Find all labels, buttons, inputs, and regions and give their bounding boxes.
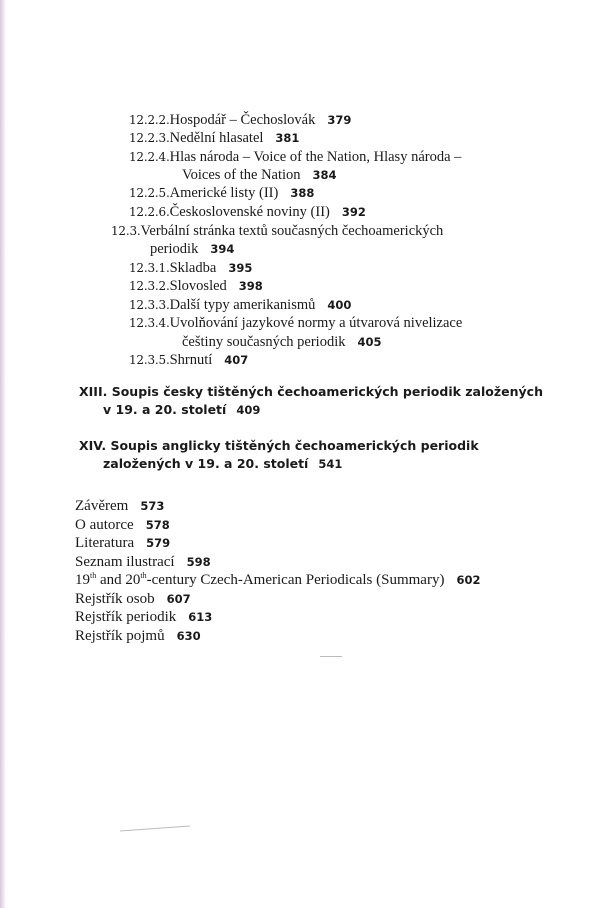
chapter-entry: [79, 436, 479, 456]
chapter-title: Soupis česky tištěných čechoamerických periodik založených: [111, 384, 543, 399]
back-matter-entry: [75, 627, 201, 645]
back-matter-entry: [75, 516, 170, 534]
chapter-title-continued: v 19. a 20. století: [103, 402, 227, 417]
page-number: 579: [146, 536, 171, 550]
page-number: 379: [327, 113, 352, 127]
section-number: 12.2.4.: [129, 150, 170, 164]
back-matter-entry: [75, 590, 191, 608]
toc-entry-continuation: [150, 240, 234, 258]
scan-mark: [120, 826, 190, 832]
section-title: Československé noviny (II): [169, 204, 330, 220]
page-number: 613: [188, 610, 213, 624]
page-number: 392: [341, 205, 366, 219]
back-matter-entry: [75, 534, 170, 552]
section-title: Shrnutí: [169, 352, 213, 368]
page-number: 409: [236, 403, 261, 417]
toc-entry: [129, 296, 351, 314]
section-title-continued: periodik: [150, 241, 199, 257]
back-matter-entry: [75, 608, 212, 626]
page-number: 602: [456, 573, 481, 587]
section-title: Skladba: [169, 260, 217, 276]
page-number: 607: [166, 592, 191, 606]
scan-mark: [320, 656, 342, 657]
toc-entry: [129, 259, 252, 277]
section-title: Slovosled: [169, 278, 227, 294]
section-number: 12.3.1.: [129, 261, 170, 275]
back-matter-title: O autorce: [75, 517, 134, 533]
back-matter-title: Literatura: [75, 535, 135, 551]
back-matter-title: Závěrem: [75, 498, 129, 514]
page-number: 405: [357, 335, 382, 349]
chapter-number: XIII.: [79, 384, 108, 399]
section-number: 12.3.: [111, 224, 141, 238]
toc-entry: [129, 277, 263, 295]
page-number: 395: [228, 261, 253, 275]
section-number: 12.3.2.: [129, 279, 170, 293]
chapter-entry-continuation: [103, 400, 260, 420]
section-number: 12.3.3.: [129, 298, 170, 312]
toc-entry: [111, 222, 443, 240]
toc-entry: [129, 184, 314, 202]
back-matter-entry: [75, 553, 211, 571]
section-number: 12.2.6.: [129, 205, 170, 219]
superscript: th: [90, 571, 97, 580]
toc-entry: [129, 148, 461, 166]
page-number: 388: [290, 186, 315, 200]
back-matter-title: Rejstřík pojmů: [75, 628, 165, 644]
page-number: 384: [312, 168, 337, 182]
section-title-continued: češtiny současných periodik: [182, 334, 346, 350]
chapter-entry-continuation: [103, 454, 342, 474]
back-matter-title: Rejstřík periodik: [75, 609, 177, 625]
section-title: Hospodář – Čechoslovák: [169, 112, 316, 128]
chapter-entry: [79, 382, 543, 402]
back-matter-title: Seznam ilustrací: [75, 554, 175, 570]
section-number: 12.3.5.: [129, 353, 170, 367]
chapter-title: Soupis anglicky tištěných čechoamerických periodik: [110, 438, 479, 453]
section-title: Uvolňování jazykové normy a útvarová nivelizace: [169, 315, 463, 331]
page-number: 541: [318, 457, 343, 471]
back-matter-title: -century Czech-American Periodicals (Summary): [146, 572, 445, 588]
back-matter-entry: [75, 571, 480, 589]
section-title: Verbální stránka textů současných čechoamerických: [140, 223, 444, 239]
chapter-title-continued: založených v 19. a 20. století: [103, 456, 309, 471]
back-matter-title-prefix: 19: [75, 572, 90, 588]
page-number: 598: [186, 555, 211, 569]
toc-entry: [129, 314, 462, 332]
toc-entry-continuation: [182, 166, 337, 184]
section-title: Americké listy (II): [169, 185, 279, 201]
toc-entry: [129, 351, 248, 369]
toc-entry: [129, 203, 366, 221]
page-number: 381: [275, 131, 300, 145]
page-number: 400: [327, 298, 352, 312]
back-matter-entry: [75, 497, 164, 515]
section-number: 12.2.5.: [129, 186, 170, 200]
page-number: 407: [224, 353, 249, 367]
section-title-continued: Voices of the Nation: [182, 167, 301, 183]
page-number: 394: [210, 242, 235, 256]
toc-entry: [129, 129, 299, 147]
section-number: 12.3.4.: [129, 316, 170, 330]
page-number: 398: [238, 279, 263, 293]
toc-entry: [129, 111, 351, 129]
toc-entry-continuation: [182, 333, 382, 351]
section-number: 12.2.2.: [129, 113, 170, 127]
chapter-number: XIV.: [79, 438, 107, 453]
back-matter-title: Rejstřík osob: [75, 591, 155, 607]
section-title: Další typy amerikanismů: [169, 297, 316, 313]
section-title: Hlas národa – Voice of the Nation, Hlasy národa –: [169, 149, 462, 165]
section-number: 12.2.3.: [129, 131, 170, 145]
back-matter-title-middle: and 20: [96, 572, 141, 588]
superscript: th: [140, 571, 147, 580]
page-number: 578: [145, 518, 170, 532]
section-title: Nedělní hlasatel: [169, 130, 264, 146]
page-number: 630: [176, 629, 201, 643]
page-number: 573: [140, 499, 165, 513]
